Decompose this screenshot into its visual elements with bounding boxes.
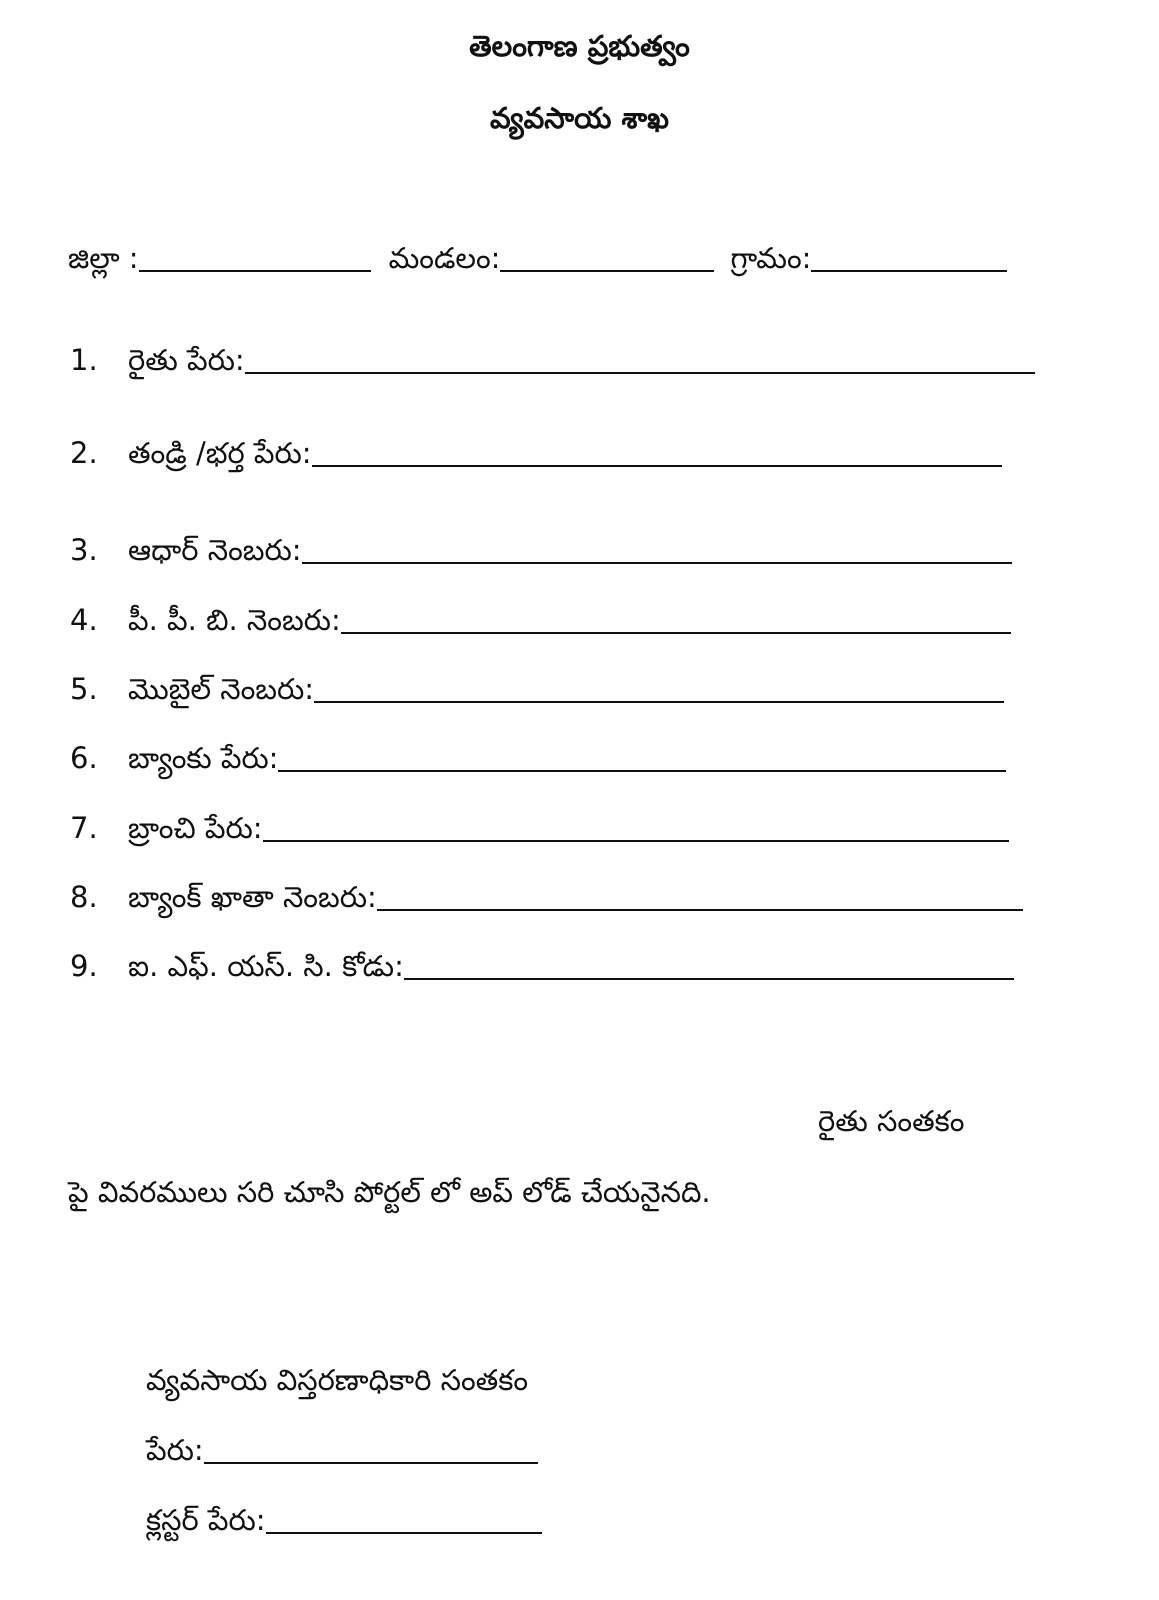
branch-name-label: బ్రాంచి పేరు: — [128, 811, 263, 845]
field-row-aadhaar — [70, 530, 1012, 570]
field-row-farmer-name — [70, 340, 1035, 380]
field-number: 7. — [70, 811, 98, 845]
field-row-mobile — [70, 669, 1004, 709]
mobile-number-field[interactable] — [314, 700, 1004, 703]
field-row-father-husband-name — [70, 433, 1002, 473]
village-field[interactable] — [811, 269, 1007, 272]
location-row — [68, 238, 1007, 278]
field-number: 8. — [70, 880, 98, 914]
ppb-number-field[interactable] — [341, 631, 1011, 634]
field-row-bank-name — [70, 738, 1006, 778]
department-heading: వ్యవసాయ శాఖ — [490, 101, 669, 135]
bank-name-field[interactable] — [278, 769, 1006, 772]
aadhaar-number-label: ఆధార్ నెంబరు: — [128, 533, 302, 567]
officer-name-row — [146, 1430, 538, 1470]
field-row-ppb — [70, 600, 1011, 640]
aadhaar-number-field[interactable] — [302, 561, 1012, 564]
cluster-name-field[interactable] — [266, 1531, 542, 1534]
cluster-name-row — [146, 1500, 542, 1540]
field-number: 9. — [70, 949, 98, 983]
field-row-ifsc — [70, 946, 1014, 986]
mandal-field[interactable] — [500, 269, 714, 272]
father-husband-name-label: తండ్రి /భర్త పేరు: — [128, 436, 312, 470]
officer-name-label: పేరు: — [146, 1433, 204, 1467]
officer-name-field[interactable] — [204, 1461, 538, 1464]
field-number: 1. — [70, 343, 98, 377]
field-number: 6. — [70, 741, 98, 775]
branch-name-field[interactable] — [263, 839, 1009, 842]
field-number: 2. — [70, 436, 98, 470]
farmer-signature-label: రైతు సంతకం — [818, 1104, 965, 1138]
mobile-number-label: మొబైల్ నెంబరు: — [128, 672, 315, 706]
ifsc-code-field[interactable] — [404, 977, 1014, 980]
field-row-account-number — [70, 877, 1023, 917]
district-field[interactable] — [139, 269, 371, 272]
field-number: 3. — [70, 533, 98, 567]
mandal-label: మండలం: — [388, 241, 501, 275]
government-heading: తెలంగాణ ప్రభుత్వం — [469, 29, 690, 63]
verification-statement: పై వివరములు సరి చూసి పోర్టల్ లో అప్ లోడ్ చేయనైనది. — [68, 1175, 711, 1209]
field-row-branch-name — [70, 808, 1009, 848]
account-number-field[interactable] — [377, 908, 1023, 911]
bank-name-label: బ్యాంకు పేరు: — [128, 741, 279, 775]
cluster-name-label: క్లస్టర్ పేరు: — [146, 1503, 266, 1537]
account-number-label: బ్యాంక్ ఖాతా నెంబరు: — [128, 880, 377, 914]
district-label: జిల్లా : — [68, 241, 139, 275]
field-number: 5. — [70, 672, 98, 706]
ppb-number-label: పీ. పీ. బి. నెంబరు: — [128, 603, 341, 637]
farmer-name-field[interactable] — [245, 371, 1035, 374]
farmer-name-label: రైతు పేరు: — [128, 343, 245, 377]
father-husband-name-field[interactable] — [312, 464, 1002, 467]
field-number: 4. — [70, 603, 98, 637]
village-label: గ్రామం: — [730, 241, 812, 275]
officer-signature-label: వ్యవసాయ విస్తరణాధికారి సంతకం — [146, 1363, 529, 1397]
ifsc-code-label: ఐ. ఎఫ్. యస్. సి. కోడు: — [128, 949, 404, 983]
